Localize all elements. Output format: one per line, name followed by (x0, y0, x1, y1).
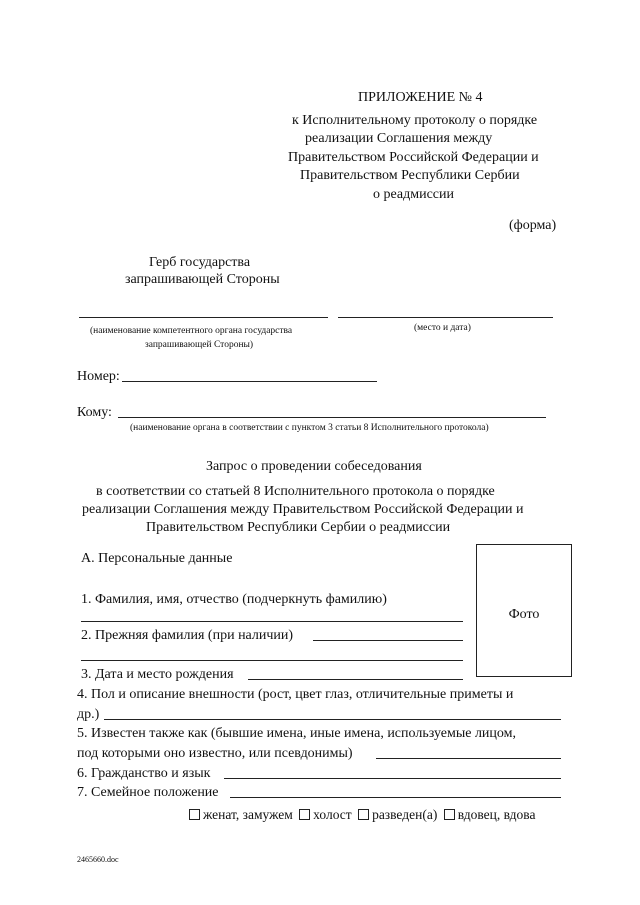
option-widowed: вдовец, вдова (457, 807, 536, 822)
authority-line (79, 317, 328, 318)
field-4-label-2: др.) (77, 707, 100, 722)
field-7-label: 7. Семейное положение (77, 785, 219, 800)
request-line-1: в соответствии со статьей 8 Исполнительного протокола о порядке (96, 484, 495, 499)
doc-id: 2465660.doc (77, 855, 119, 864)
header-line-1: к Исполнительному протоколу о порядке (292, 113, 538, 128)
request-line-2: реализации Соглашения между Правительством Российской Федерации и (82, 502, 524, 517)
number-line (122, 381, 377, 382)
field-2-line (313, 640, 463, 641)
field-4-label-1: 4. Пол и описание внешности (рост, цвет глаз, отличительные приметы и (77, 687, 514, 702)
checkbox-married[interactable] (189, 809, 200, 820)
authority-caption-1: (наименование компетентного органа государства (90, 326, 293, 336)
checkbox-divorced[interactable] (358, 809, 369, 820)
recipient-caption: (наименование органа в соответствии с пунктом 3 статьи 8 Исполнительного протокола) (130, 423, 489, 433)
field-5-line (376, 758, 561, 759)
number-label: Номер: (77, 369, 120, 384)
field-2-label: 2. Прежняя фамилия (при наличии) (81, 628, 294, 643)
field-6-label: 6. Гражданство и язык (77, 766, 211, 781)
field-6-line (224, 778, 561, 779)
option-divorced: разведен(а) (372, 807, 438, 822)
option-single: холост (313, 807, 352, 822)
coat-of-arms-line-2: запрашивающей Стороны (125, 272, 280, 287)
marital-options (189, 806, 535, 824)
field-3-line (248, 679, 463, 680)
request-line-3: Правительством Республики Сербии о реадмиссии (146, 520, 451, 535)
field-7-line (230, 797, 561, 798)
checkbox-single[interactable] (299, 809, 310, 820)
field-2-extra-line (81, 660, 463, 661)
header-line-5: о реадмиссии (373, 187, 454, 202)
place-date-line (338, 317, 553, 318)
header-line-3: Правительством Российской Федерации и (288, 150, 539, 165)
field-1-line (81, 621, 463, 622)
field-1-label: 1. Фамилия, имя, отчество (подчеркнуть фамилию) (81, 592, 387, 607)
appendix-title: ПРИЛОЖЕНИЕ № 4 (358, 90, 483, 105)
header-line-4: Правительством Республики Сербии (300, 168, 520, 183)
place-date-caption: (место и дата) (414, 323, 471, 333)
section-a-title: А. Персональные данные (81, 551, 233, 566)
photo-label: Фото (508, 607, 540, 622)
authority-caption-2: запрашивающей Стороны) (145, 340, 254, 350)
form-label: (форма) (509, 218, 557, 233)
field-5-label-2: под которыми оно известно, или псевдонимы) (77, 746, 353, 761)
recipient-label: Кому: (77, 405, 112, 420)
field-3-label: 3. Дата и место рождения (81, 667, 234, 682)
photo-box (476, 544, 572, 677)
checkbox-widowed[interactable] (444, 809, 455, 820)
header-line-2: реализации Соглашения между (305, 131, 493, 146)
request-title: Запрос о проведении собеседования (206, 459, 422, 474)
coat-of-arms-line-1: Герб государства (149, 255, 251, 270)
field-4-line (104, 719, 561, 720)
recipient-line (118, 417, 546, 418)
field-5-label-1: 5. Известен также как (бывшие имена, иные имена, используемые лицом, (77, 726, 517, 741)
option-married: женат, замужем (203, 807, 293, 822)
